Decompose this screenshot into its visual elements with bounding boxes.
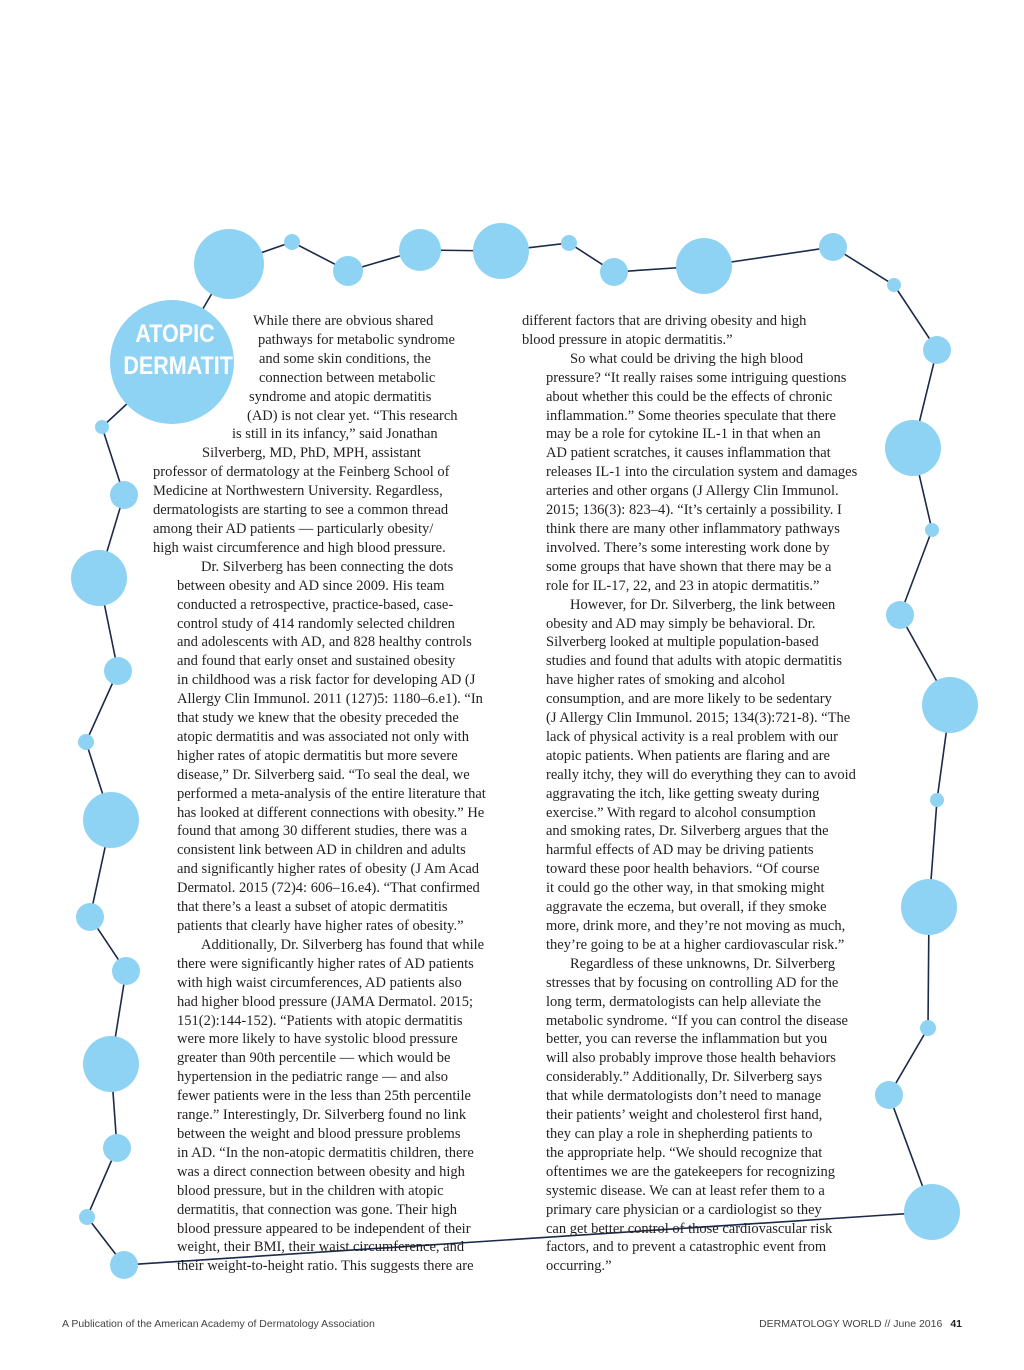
text-line: long term, dermatologists can help alleviate the — [546, 993, 822, 1010]
text-line: Regardless of these unknowns, Dr. Silverberg — [570, 955, 836, 972]
text-line: arteries and other organs (J Allergy Clin Immunol. — [546, 483, 839, 500]
decorative-dot — [920, 1020, 936, 1036]
text-line: dermatitis, that connection was gone. Their high — [177, 1201, 457, 1218]
text-line: may be a role for cytokine IL-1 in that when an — [546, 426, 821, 443]
text-line: that while dermatologists don’t need to manage — [546, 1088, 822, 1105]
text-line: think there are many other inflammatory pathways — [546, 520, 840, 537]
article-column-left — [153, 312, 503, 1276]
text-line: disease,” Dr. Silverberg said. “To seal the deal, we — [177, 766, 470, 783]
text-line: about whether this could be the effects of chronic — [546, 388, 833, 405]
text-line: was a direct connection between obesity and high — [177, 1163, 465, 1180]
text-line: So what could be driving the high blood — [570, 350, 804, 367]
text-line: syndrome and atopic dermatitis — [249, 388, 432, 405]
text-line: considerably.” Additionally, Dr. Silverberg says — [546, 1069, 823, 1086]
article-column-right — [522, 312, 877, 1276]
decorative-dot — [284, 234, 300, 250]
decorative-dot — [110, 481, 138, 509]
text-line: (J Allergy Clin Immunol. 2015; 134(3):721-8). “The — [546, 710, 851, 727]
text-line: Silverberg, MD, PhD, MPH, assistant — [202, 445, 421, 462]
footer-publication-credit: A Publication of the American Academy of Dermatology Association — [62, 1318, 375, 1330]
text-line: metabolic syndrome. “If you can control the disease — [546, 1012, 848, 1029]
text-line: weight, their BMI, their waist circumference, and — [177, 1239, 465, 1256]
decorative-dot — [95, 420, 109, 434]
decorative-dot — [110, 1251, 138, 1279]
text-line: will also probably improve those health behaviors — [546, 1050, 836, 1067]
text-line: studies and found that adults with atopic dermatitis — [546, 653, 842, 670]
decorative-dot — [901, 879, 957, 935]
decorative-dot — [83, 792, 139, 848]
decorative-dot — [819, 233, 847, 261]
text-line: patients that clearly have higher rates of obesity.” — [177, 918, 464, 934]
text-line: Medicine at Northwestern University. Regardless, — [153, 483, 443, 500]
decorative-dot — [885, 420, 941, 476]
text-line: found that among 30 different studies, there was a — [177, 823, 468, 840]
decorative-dot — [473, 223, 529, 279]
paragraph — [153, 936, 503, 1276]
text-line: and found that early onset and sustained obesity — [177, 653, 456, 670]
text-line: Additionally, Dr. Silverberg has found that while — [201, 936, 485, 953]
decorative-dot — [875, 1081, 903, 1109]
text-line: blood pressure, but in the children with atopic — [177, 1182, 444, 1199]
text-line: role for IL-17, 22, and 23 in atopic dermatitis.” — [546, 577, 820, 594]
text-line: lack of physical activity is a real problem with our — [546, 728, 838, 745]
text-line: involved. There’s some interesting work done by — [546, 539, 830, 556]
text-line: range.” Interestingly, Dr. Silverberg found no link — [177, 1107, 467, 1124]
text-line: had higher blood pressure (JAMA Dermatol. 2015; — [177, 993, 473, 1010]
text-line: Dermatol. 2015 (72)4: 606–16.e4). “That confirmed — [177, 880, 480, 897]
text-line: 151(2):144-152). “Patients with atopic dermatitis — [177, 1012, 463, 1029]
footer-masthead-text: DERMATOLOGY WORLD // June 2016 — [759, 1318, 943, 1330]
text-line: conducted a retrospective, practice-based, case- — [177, 596, 454, 613]
decorative-dot — [71, 550, 127, 606]
text-line: control study of 414 randomly selected children — [177, 615, 455, 632]
text-line: stresses that by focusing on controlling AD for the — [546, 974, 839, 991]
decorative-dot — [886, 601, 914, 629]
text-line: that there’s a least a subset of atopic dermatitis — [177, 899, 448, 916]
text-line: inflammation.” Some theories speculate that there — [546, 407, 836, 424]
text-line: consumption, and are more likely to be sedentary — [546, 691, 832, 708]
text-line: in AD. “In the non-atopic dermatitis children, there — [177, 1144, 474, 1161]
paragraph — [522, 312, 877, 350]
text-line: has looked at different connections with obesity.” He — [177, 804, 485, 821]
text-line: is still in its infancy,” said Jonathan — [232, 426, 438, 443]
text-line: obesity and AD may simply be behavioral. Dr. — [546, 615, 816, 632]
text-line: the appropriate help. “We should recognize that — [546, 1144, 823, 1161]
text-line: between obesity and AD since 2009. His team — [177, 577, 445, 594]
text-line: their weight-to-height ratio. This suggests there are — [177, 1258, 474, 1275]
text-line: blood pressure appeared to be independent of their — [177, 1220, 471, 1237]
paragraph — [522, 596, 877, 955]
text-line: aggravate the eczema, but overall, if they smoke — [546, 899, 827, 916]
text-line: blood pressure in atopic dermatitis.” — [522, 331, 733, 348]
text-line: that study we knew that the obesity preceded the — [177, 710, 459, 727]
text-line: different factors that are driving obesity and high — [522, 313, 807, 329]
text-line: can get better control of those cardiovascular risk — [546, 1220, 833, 1237]
badge-line-1: ATOPIC — [135, 320, 215, 348]
text-line: AD patient scratches, it causes inflammation that — [546, 445, 831, 462]
decorative-dot — [83, 1036, 139, 1092]
badge-line-2: DERMATITIS — [123, 352, 254, 380]
text-line: Dr. Silverberg has been connecting the dots — [201, 558, 454, 575]
text-line: (AD) is not clear yet. “This research — [247, 407, 458, 424]
paragraph — [153, 558, 503, 936]
text-line: really itchy, they will do everything they can to avoid — [546, 766, 856, 783]
text-line: primary care physician or a cardiologist so they — [546, 1201, 822, 1218]
decorative-dot — [600, 258, 628, 286]
text-line: and smoking rates, Dr. Silverberg argues that the — [546, 823, 829, 840]
text-line: more, drink more, and they’re not moving as much, — [546, 918, 846, 934]
text-line: they’re going to be at a higher cardiovascular risk.” — [546, 936, 845, 953]
text-line: systemic disease. We can at least refer them to a — [546, 1182, 825, 1199]
text-line: their patients’ weight and cholesterol first hand, — [546, 1107, 823, 1124]
text-line: pressure? “It really raises some intriguing questions — [546, 369, 847, 386]
text-line: oftentimes we are the gatekeepers for recognizing — [546, 1163, 836, 1180]
text-line: exercise.” With regard to alcohol consumption — [546, 804, 816, 821]
text-line: releases IL-1 into the circulation system and damages — [546, 464, 858, 481]
page-number: 41 — [950, 1318, 962, 1330]
text-line: Silverberg looked at multiple population-based — [546, 634, 819, 651]
text-line: have higher rates of smoking and alcohol — [546, 672, 786, 689]
decorative-dot — [76, 903, 104, 931]
decorative-dot — [103, 1134, 131, 1162]
decorative-dot — [930, 793, 944, 807]
text-line: better, you can reverse the inflammation but you — [546, 1031, 828, 1048]
text-line: with high waist circumferences, AD patients also — [177, 974, 462, 991]
footer-masthead — [759, 1318, 962, 1330]
decorative-dot — [887, 278, 901, 292]
text-line: high waist circumference and high blood pressure. — [153, 539, 446, 556]
decorative-dot — [925, 523, 939, 537]
text-line: some groups that have shown that there may be a — [546, 558, 832, 575]
text-line: consistent link between AD in children and adults — [177, 842, 466, 859]
text-line: factors, and to prevent a catastrophic event from — [546, 1239, 827, 1256]
text-line: performed a meta-analysis of the entire literature that — [177, 785, 486, 802]
text-line: among their AD patients — particularly obesity/ — [153, 520, 434, 537]
text-line: dermatologists are starting to see a common thread — [153, 502, 449, 519]
text-line: connection between metabolic — [259, 369, 436, 386]
text-line: and significantly higher rates of obesity (J Am Acad — [177, 861, 480, 878]
text-line: aggravating the itch, like getting sweaty during — [546, 785, 820, 802]
text-line: and some skin conditions, the — [259, 350, 431, 367]
text-line: professor of dermatology at the Feinberg School of — [153, 464, 450, 481]
decorative-dot — [104, 657, 132, 685]
text-line: 2015; 136(3): 823–4). “It’s certainly a possibility. I — [546, 502, 842, 519]
text-line: occurring.” — [546, 1258, 612, 1275]
text-line: While there are obvious shared — [253, 313, 434, 329]
decorative-dot — [923, 336, 951, 364]
decorative-dot — [333, 256, 363, 286]
decorative-dot — [676, 238, 732, 294]
decorative-dot — [194, 229, 264, 299]
decorative-dot — [399, 229, 441, 271]
text-line: were more likely to have systolic blood pressure — [177, 1031, 458, 1048]
paragraph — [522, 955, 877, 1276]
text-line: Allergy Clin Immunol. 2011 (127)5: 1180–6.e1). “In — [177, 691, 483, 708]
decorative-dot — [112, 957, 140, 985]
decorative-dot — [78, 734, 94, 750]
text-line: hypertension in the pediatric range — and also — [177, 1069, 448, 1086]
text-line: toward these poor health behaviors. “Of course — [546, 861, 820, 878]
decorative-dot — [561, 235, 577, 251]
decorative-dot — [904, 1184, 960, 1240]
paragraph — [153, 312, 503, 558]
text-line: in childhood was a risk factor for developing AD (J — [177, 672, 476, 689]
decorative-dot — [922, 677, 978, 733]
decorative-dot — [79, 1209, 95, 1225]
text-line: fewer patients were in the less than 25th percentile — [177, 1088, 471, 1105]
text-line: higher rates of atopic dermatitis but more severe — [177, 747, 458, 764]
text-line: they can play a role in shepherding patients to — [546, 1125, 813, 1142]
text-line: harmful effects of AD may be driving patients — [546, 842, 814, 859]
paragraph — [522, 350, 877, 596]
text-line: However, for Dr. Silverberg, the link between — [570, 596, 836, 613]
text-line: atopic patients. When patients are flaring and are — [546, 747, 830, 764]
text-line: and adolescents with AD, and 828 healthy controls — [177, 634, 472, 651]
text-line: it could go the other way, in that smoking might — [546, 880, 825, 897]
text-line: between the weight and blood pressure problems — [177, 1125, 461, 1142]
text-line: greater than 90th percentile — which would be — [177, 1050, 451, 1067]
text-line: pathways for metabolic syndrome — [258, 331, 455, 348]
text-line: atopic dermatitis and was associated not only with — [177, 728, 469, 745]
text-line: there were significantly higher rates of AD patients — [177, 955, 474, 972]
